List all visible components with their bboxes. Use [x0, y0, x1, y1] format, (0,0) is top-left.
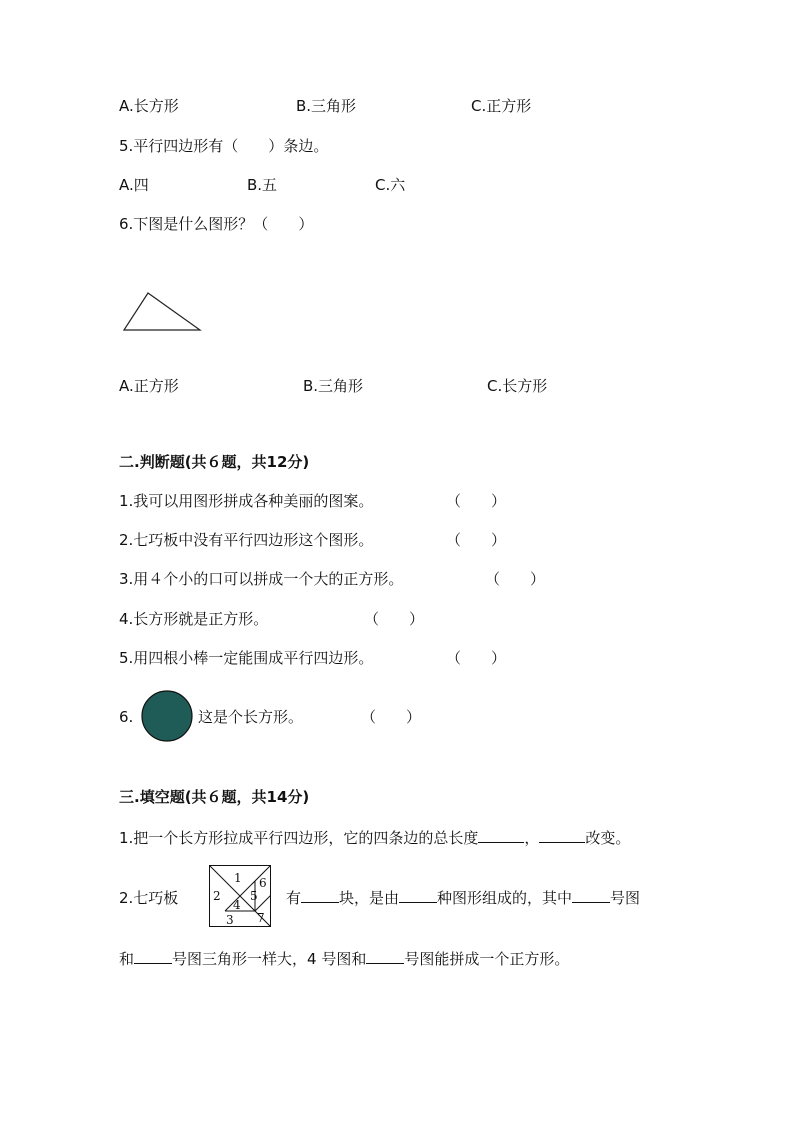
s3-q1: 1.把一个长方形拉成平行四边形，它的四条边的总长度 ， 改变。 [119, 829, 631, 847]
q4-option-c: C.正方形 [471, 97, 532, 115]
tangram-figure [209, 865, 271, 927]
s2-item-5: 5.用四根小棒一定能围成平行四边形。 [119, 649, 374, 667]
section2-title: 二.判断题(共６题，共12分) [119, 453, 310, 471]
q6-option-a: A.正方形 [119, 377, 179, 395]
s2-item-4: 4.长方形就是正方形。 [119, 610, 269, 628]
s2-item-6: 这是个长方形。 [198, 708, 304, 726]
q5-option-c: C.六 [375, 176, 406, 194]
blank[interactable] [301, 888, 339, 903]
s2-item-2-paren: （ ） [446, 531, 507, 549]
tangram-num-1: 1 [234, 871, 242, 885]
s2-item-1: 1.我可以用图形拼成各种美丽的图案。 [119, 492, 374, 510]
q5-option-b: B.五 [247, 176, 278, 194]
tangram-num-3: 3 [226, 913, 234, 927]
s2-item-6-paren: （ ） [361, 708, 422, 726]
s2-item-3: 3.用４个小的口可以拼成一个大的正方形。 [119, 570, 404, 588]
s2-item-6-num: 6. [119, 708, 134, 726]
q4-option-b: B.三角形 [296, 97, 357, 115]
q5-text: 5.平行四边形有（ ）条边。 [119, 137, 329, 155]
q4-option-a: A.长方形 [119, 97, 179, 115]
tangram-num-2: 2 [213, 889, 221, 903]
s3-q2-label: 2.七巧板 [119, 889, 179, 907]
s3-q2-line2: 和 号图三角形一样大，4 号图和 号图能拼成一个正方形。 [119, 950, 570, 968]
s2-item-5-paren: （ ） [446, 649, 507, 667]
tangram-num-7: 7 [257, 911, 265, 925]
triangle-figure [122, 291, 202, 333]
q6-option-c: C.长方形 [487, 377, 548, 395]
tangram-num-4: 4 [233, 898, 241, 912]
tangram-num-6: 6 [259, 876, 267, 890]
s2-item-2: 2.七巧板中没有平行四边形这个图形。 [119, 531, 374, 549]
blank[interactable] [366, 949, 404, 964]
blank[interactable] [478, 828, 524, 843]
q5-option-a: A.四 [119, 176, 149, 194]
s2-item-4-paren: （ ） [364, 610, 425, 628]
circle-figure [140, 689, 194, 743]
q6-text: 6.下图是什么图形？（ ） [119, 215, 314, 233]
s2-item-3-paren: （ ） [485, 570, 546, 588]
s2-item-1-paren: （ ） [446, 492, 507, 510]
tangram-num-5: 5 [250, 889, 258, 903]
blank[interactable] [572, 888, 610, 903]
section3-title: 三.填空题(共６题，共14分) [119, 788, 310, 806]
blank[interactable] [134, 949, 172, 964]
blank[interactable] [539, 828, 585, 843]
blank[interactable] [399, 888, 437, 903]
q6-option-b: B.三角形 [303, 377, 364, 395]
s3-q2-line1: 有 块，是由 种图形组成的，其中 号图 [286, 889, 641, 907]
